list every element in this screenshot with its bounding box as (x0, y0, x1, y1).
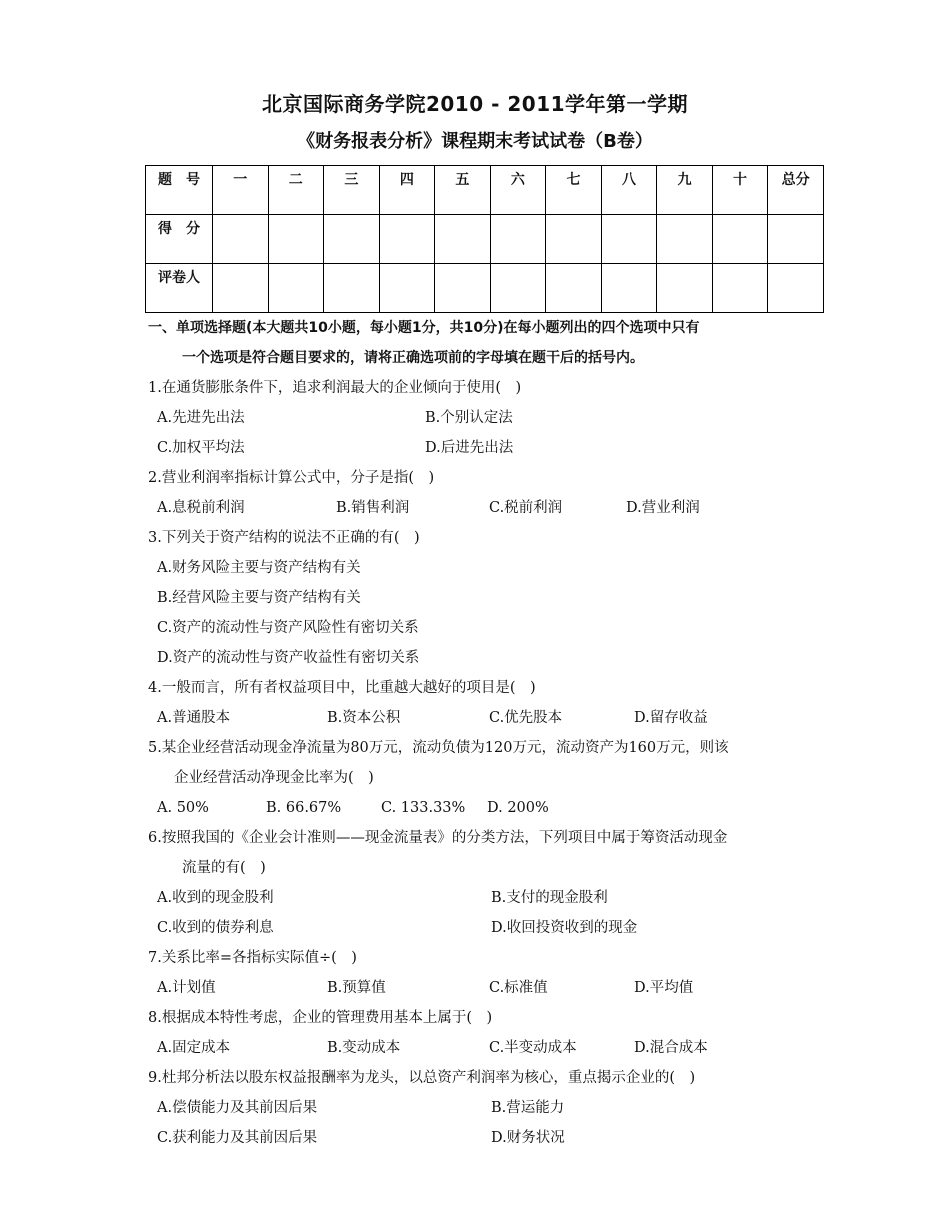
score-table (145, 165, 824, 313)
question-4-option-b: B.资本公积 (327, 710, 401, 726)
score-table-grader-row (146, 264, 824, 313)
score-table-col-8: 八 (601, 166, 657, 215)
grader-cell (268, 264, 324, 313)
question-1-option-d: D.后进先出法 (425, 440, 514, 456)
question-6-option-a: A.收到的现金股利 (157, 890, 274, 906)
question-2-option-d: D.营业利润 (626, 500, 700, 516)
question-2-option-b: B.销售利润 (336, 500, 410, 516)
question-1-stem: 1.在通货膨胀条件下，追求利润最大的企业倾向于使用( ) (148, 380, 522, 396)
exam-title-line1: 北京国际商务学院2010 - 2011学年第一学期 (261, 92, 689, 116)
question-6-options-row1 (148, 883, 828, 913)
question-3-option-d: D.资产的流动性与资产收益性有密切关系 (157, 650, 420, 666)
question-7-option-a: A.计划值 (157, 980, 216, 996)
question-2-option-c: C.税前利润 (489, 500, 563, 516)
question-4-option-d: D.留存收益 (634, 710, 708, 726)
question-9-option-d: D.财务状况 (491, 1130, 565, 1146)
question-1-option-a: A.先进先出法 (157, 410, 245, 426)
grader-cell (657, 264, 713, 313)
question-3-option-a: A.财务风险主要与资产结构有关 (157, 560, 361, 576)
question-5-option-b: B. 66.67% (266, 800, 342, 816)
grader-cell (601, 264, 657, 313)
question-6-option-b: B.支付的现金股利 (491, 890, 608, 906)
grader-cell (712, 264, 768, 313)
exam-title-line2: 《财务报表分析》课程期末考试试卷（B卷） (297, 131, 653, 152)
score-table-col-4: 四 (379, 166, 435, 215)
question-5-stem: 5.某企业经营活动现金净流量为80万元，流动负债为120万元，流动资产为160万元，则该 (148, 740, 729, 756)
grader-cell (213, 264, 269, 313)
question-6-stem: 6.按照我国的《企业会计准则——现金流量表》的分类方法，下列项目中属于筹资活动现金 (148, 830, 728, 846)
question-5-option-c: C. 133.33% (381, 800, 466, 816)
question-4-options (148, 703, 828, 733)
score-table-col-5: 五 (435, 166, 491, 215)
question-5-stem-cont: 企业经营活动净现金比率为( ) (174, 770, 374, 786)
question-6-stem-cont: 流量的有( ) (182, 860, 266, 876)
score-row-label: 得 分 (146, 215, 213, 264)
question-4-option-a: A.普通股本 (157, 710, 231, 726)
question-2-options (148, 493, 828, 523)
score-table-col-2: 二 (268, 166, 324, 215)
question-3-option-row-d (148, 643, 828, 673)
grader-cell (435, 264, 491, 313)
question-6-option-c: C.收到的债券利息 (157, 920, 274, 936)
score-table-col-total: 总分 (768, 166, 824, 215)
score-table-score-row (146, 215, 824, 264)
question-3-option-b: B.经营风险主要与资产结构有关 (157, 590, 361, 606)
question-3-stem: 3.下列关于资产结构的说法不正确的有( ) (148, 530, 420, 546)
question-1-option-c: C.加权平均法 (157, 440, 245, 456)
question-5-options (148, 793, 828, 823)
question-9-options-row1 (148, 1093, 828, 1123)
score-cell (379, 215, 435, 264)
score-cell (601, 215, 657, 264)
question-8-stem: 8.根据成本特性考虑，企业的管理费用基本上属于( ) (148, 1010, 493, 1026)
score-table-header-label: 题 号 (146, 166, 213, 215)
score-table-col-3: 三 (324, 166, 380, 215)
question-9-stem: 9.杜邦分析法以股东权益报酬率为龙头，以总资产利润率为核心，重点揭示企业的( ) (148, 1070, 696, 1086)
question-7-options (148, 973, 828, 1003)
score-table-col-6: 六 (490, 166, 546, 215)
question-7-option-b: B.预算值 (327, 980, 386, 996)
score-table-col-1: 一 (213, 166, 269, 215)
question-7-stem: 7.关系比率=各指标实际值÷( ) (148, 950, 357, 966)
grader-cell (324, 264, 380, 313)
score-cell (490, 215, 546, 264)
question-4-option-c: C.优先股本 (489, 710, 563, 726)
score-table-col-7: 七 (546, 166, 602, 215)
question-9-option-b: B.营运能力 (491, 1100, 565, 1116)
question-3-option-row-b (148, 583, 828, 613)
question-4-stem: 4.一般而言，所有者权益项目中，比重越大越好的项目是( ) (148, 680, 536, 696)
question-5-option-d: D. 200% (487, 800, 549, 816)
grader-cell (768, 264, 824, 313)
question-1-option-b: B.个别认定法 (425, 410, 513, 426)
question-2-stem: 2.营业利润率指标计算公式中，分子是指( ) (148, 470, 435, 486)
question-3-option-row-a (148, 553, 828, 583)
score-cell (435, 215, 491, 264)
score-cell (324, 215, 380, 264)
question-7-option-d: D.平均值 (634, 980, 694, 996)
question-5-option-a: A. 50% (157, 800, 209, 816)
question-1-options-row2 (148, 433, 828, 463)
question-7-option-c: C.标准值 (489, 980, 548, 996)
question-2-option-a: A.息税前利润 (157, 500, 245, 516)
exam-content (148, 313, 828, 1153)
score-table-header-row (146, 166, 824, 215)
question-9-option-c: C.获利能力及其前因后果 (157, 1130, 318, 1146)
question-3-option-c: C.资产的流动性与资产风险性有密切关系 (157, 620, 419, 636)
question-6-options-row2 (148, 913, 828, 943)
section-heading: 一、单项选择题(本大题共10小题，每小题1分，共10分)在每小题列出的四个选项中只有 (148, 320, 700, 336)
question-8-option-d: D.混合成本 (634, 1040, 708, 1056)
question-8-option-c: C.半变动成本 (489, 1040, 577, 1056)
grader-cell (379, 264, 435, 313)
question-1-options-row1 (148, 403, 828, 433)
question-8-option-b: B.变动成本 (327, 1040, 401, 1056)
score-cell (268, 215, 324, 264)
question-8-option-a: A.固定成本 (157, 1040, 231, 1056)
section-heading-cont: 一个选项是符合题目要求的，请将正确选项前的字母填在题干后的括号内。 (182, 350, 644, 366)
score-table-col-9: 九 (657, 166, 713, 215)
score-cell (712, 215, 768, 264)
question-6-option-d: D.收回投资收到的现金 (491, 920, 638, 936)
grader-cell (546, 264, 602, 313)
score-table-col-10: 十 (712, 166, 768, 215)
score-cell (213, 215, 269, 264)
question-9-options-row2 (148, 1123, 828, 1153)
score-cell (768, 215, 824, 264)
grader-row-label: 评卷人 (146, 264, 213, 313)
question-9-option-a: A.偿债能力及其前因后果 (157, 1100, 318, 1116)
score-cell (657, 215, 713, 264)
grader-cell (490, 264, 546, 313)
question-8-options (148, 1033, 828, 1063)
question-3-option-row-c (148, 613, 828, 643)
score-cell (546, 215, 602, 264)
